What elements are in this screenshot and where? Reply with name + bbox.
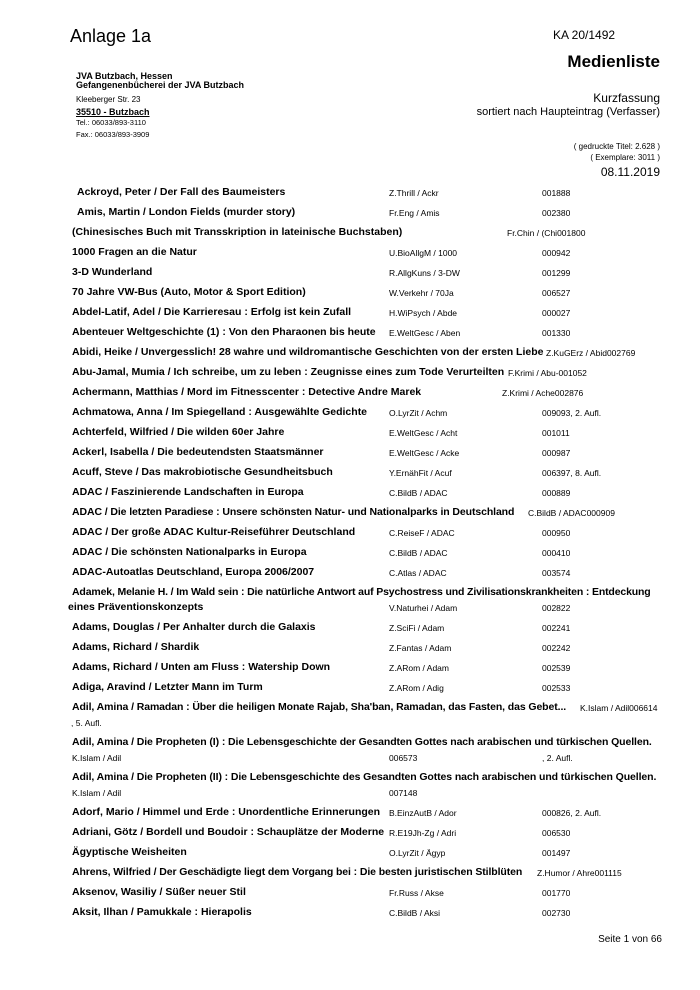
entry-title: Ahrens, Wilfried / Der Geschädigte liegt dem Vorgang bei : Die besten juristischen Stilblüten — [72, 866, 523, 878]
entry-title: ADAC / Die schönsten Nationalparks in Europa — [72, 546, 307, 558]
entry-number: 001770 — [542, 888, 571, 898]
entry-title: Adorf, Mario / Himmel und Erde : Unordentliche Erinnerungen — [72, 806, 381, 818]
entry-number: 001330 — [542, 328, 571, 338]
entry-number: 006527 — [542, 288, 571, 298]
entry-signature: Z.Humor / Ahre001115 — [537, 868, 622, 878]
entry-title: Adams, Richard / Shardik — [72, 641, 200, 653]
entry-signature: Z.ARom / Adam — [389, 663, 449, 673]
entry-number: 002533 — [542, 683, 571, 693]
page-number: Seite 1 von 66 — [598, 934, 662, 945]
entry-signature: Z.Fantas / Adam — [389, 643, 452, 653]
entry-number: 001888 — [542, 188, 571, 198]
library-phone: Tel.: 06033/893-3110 — [76, 118, 146, 127]
entry-edition: , 5. Aufl. — [71, 718, 102, 728]
entry-signature: E.WeltGesc / Acht — [389, 428, 458, 438]
entry-signature: C.Atlas / ADAC — [389, 568, 447, 578]
entry-signature: C.BildB / ADAC — [389, 548, 448, 558]
entry-title: Adams, Douglas / Per Anhalter durch die Galaxis — [72, 621, 316, 633]
entry-title: Adams, Richard / Unten am Fluss : Watership Down — [72, 661, 331, 673]
entry-signature: V.Naturhei / Adam — [389, 603, 458, 613]
entry-signature: Z.Krimi / Ache002876 — [502, 388, 584, 398]
entry-title: ADAC / Die letzten Paradiese : Unsere schönsten Natur- und Nationalparks in Deutschland — [72, 506, 515, 518]
entry-title: Achmatowa, Anna / Im Spiegelland : Ausgewählte Gedichte — [72, 406, 368, 418]
entry-title: Adamek, Melanie H. / Im Wald sein : Die natürliche Antwort auf Psychostress und Zivilisationskrankheiten : Entdeckung — [72, 586, 651, 598]
entry-title: Adil, Amina / Ramadan : Über die heiligen Monate Rajab, Sha'ban, Ramadan, das Fasten, das Gebet... — [72, 701, 567, 713]
entry-number: 000027 — [542, 308, 571, 318]
entry-signature: Fr.Eng / Amis — [389, 208, 440, 218]
entry-title: Adil, Amina / Die Propheten (I) : Die Lebensgeschichte der Gesandten Gottes nach arabischen und türkischen Quellen. — [72, 736, 652, 748]
entry-number: 001497 — [542, 848, 571, 858]
entry-number: 007148 — [389, 788, 418, 798]
entry-signature: R.E19Jh-Zg / Adri — [389, 828, 457, 838]
library-fax: Fax.: 06033/893-3909 — [76, 130, 150, 139]
entry-number: 000942 — [542, 248, 571, 258]
entry-number: 006530 — [542, 828, 571, 838]
entry-signature: Z.ARom / Adig — [389, 683, 444, 693]
entry-signature: Fr.Chin / (Chi001800 — [507, 228, 586, 238]
entry-signature: B.EinzAutB / Ador — [389, 808, 457, 818]
entry-signature: R.AllgKuns / 3-DW — [389, 268, 460, 278]
entry-title: Acuff, Steve / Das makrobiotische Gesundheitsbuch — [72, 466, 333, 478]
entry-signature: C.ReiseF / ADAC — [389, 528, 455, 538]
entry-signature: E.WeltGesc / Aben — [389, 328, 461, 338]
entry-title: ADAC-Autoatlas Deutschland, Europa 2006/2007 — [72, 566, 315, 578]
entry-signature: W.Verkehr / 70Ja — [389, 288, 454, 298]
entry-signature: K.Islam / Adil — [72, 788, 122, 798]
report-date: 08.11.2019 — [600, 165, 660, 179]
entry-signature: O.LyrZit / Ägyp — [389, 848, 446, 858]
entry-title: Aksit, Ilhan / Pamukkale : Hierapolis — [72, 906, 252, 918]
entry-title: Adil, Amina / Die Propheten (II) : Die Lebensgeschichte des Gesandten Gottes nach arabischen und türkischen Quellen. — [72, 771, 657, 783]
entry-signature: C.BildB / ADAC000909 — [528, 508, 615, 518]
entry-title: ADAC / Der große ADAC Kultur-Reiseführer Deutschland — [72, 526, 356, 538]
entry-signature: Z.KuGErz / Abid002769 — [546, 348, 636, 358]
entry-title: (Chinesisches Buch mit Transskription in lateinische Buchstaben) — [72, 226, 403, 238]
entry-number: 002241 — [542, 623, 571, 633]
entry-title: 3-D Wunderland — [72, 266, 153, 278]
entry-signature: F.Krimi / Abu-001052 — [508, 368, 587, 378]
entry-title: Amis, Martin / London Fields (murder story) — [77, 206, 296, 218]
entry-title: Ackerl, Isabella / Die bedeutendsten Staatsmänner — [72, 446, 324, 458]
entry-number: 000410 — [542, 548, 571, 558]
document-reference: KA 20/1492 — [553, 28, 616, 42]
entry-number: 000889 — [542, 488, 571, 498]
entry-title: Abu-Jamal, Mumia / Ich schreibe, um zu leben : Zeugnisse eines zum Tode Verurteilten — [72, 366, 505, 378]
sort-order: sortiert nach Haupteintrag (Verfasser) — [476, 106, 660, 118]
entry-title: Ackroyd, Peter / Der Fall des Baumeisters — [77, 186, 286, 198]
entry-title: Abdel-Latif, Adel / Die Karrieresau : Erfolg ist kein Zufall — [72, 306, 352, 318]
entry-signature: Z.SciFi / Adam — [389, 623, 445, 633]
entry-signature: C.BildB / Aksi — [389, 908, 441, 918]
entry-number: 002730 — [542, 908, 571, 918]
library-name: JVA Butzbach, Hessen — [76, 71, 173, 81]
entry-title: 70 Jahre VW-Bus (Auto, Motor & Sport Edition) — [72, 286, 306, 298]
entry-number: 000826, 2. Aufl. — [542, 808, 602, 818]
report-type: Kurzfassung — [593, 91, 660, 105]
entry-title: Adiga, Aravind / Letzter Mann im Turm — [72, 681, 263, 693]
library-street: Kleeberger Str. 23 — [76, 95, 141, 104]
entry-signature: U.BioAllgM / 1000 — [389, 248, 458, 258]
entry-title: Aksenov, Wasiliy / Süßer neuer Stil — [72, 886, 246, 898]
entry-number: 002822 — [542, 603, 571, 613]
entry-number: 002539 — [542, 663, 571, 673]
copies-count: ( Exemplare: 3011 ) — [590, 153, 660, 162]
entry-number: 006397, 8. Aufl. — [542, 468, 602, 478]
entry-title-continued: eines Präventionskonzepts — [68, 601, 204, 613]
entry-title: Achermann, Matthias / Mord im Fitnesscenter : Detective Andre Marek — [72, 386, 422, 398]
entry-signature: Y.ErnähFit / Acuf — [389, 468, 452, 478]
entry-signature: Fr.Russ / Akse — [389, 888, 444, 898]
library-city: 35510 - Butzbach — [76, 107, 150, 117]
entry-signature: Z.Thrill / Ackr — [389, 188, 439, 198]
entry-number: 001299 — [542, 268, 571, 278]
entry-number: 000950 — [542, 528, 571, 538]
entry-title: 1000 Fragen an die Natur — [72, 246, 197, 258]
entry-signature: K.Islam / Adil — [72, 753, 122, 763]
entry-title: ADAC / Faszinierende Landschaften in Europa — [72, 486, 304, 498]
entry-title: Achterfeld, Wilfried / Die wilden 60er Jahre — [72, 426, 285, 438]
entry-number: 009093, 2. Aufl. — [542, 408, 602, 418]
entry-signature: E.WeltGesc / Acke — [389, 448, 460, 458]
entry-title: Ägyptische Weisheiten — [72, 846, 187, 858]
annex-label: Anlage 1a — [70, 26, 152, 46]
entry-edition: , 2. Aufl. — [542, 753, 573, 763]
entry-signature: H.WiPsych / Abde — [389, 308, 458, 318]
printed-titles-count: ( gedruckte Titel: 2.628 ) — [573, 142, 660, 151]
entry-title: Abidi, Heike / Unvergesslich! 28 wahre und wildromantische Geschichten von der ersten Liebe — [72, 346, 544, 358]
entry-title: Abenteuer Weltgeschichte (1) : Von den Pharaonen bis heute — [72, 326, 376, 338]
page-title: Medienliste — [567, 52, 660, 71]
entry-number: 006573 — [389, 753, 418, 763]
entry-number: 001011 — [542, 428, 570, 438]
entry-signature: K.Islam / Adil006614 — [580, 703, 658, 713]
entry-signature: C.BildB / ADAC — [389, 488, 448, 498]
entry-title: Adriani, Götz / Bordell und Boudoir : Schauplätze der Moderne — [72, 826, 385, 838]
entry-number: 003574 — [542, 568, 571, 578]
entry-number: 002242 — [542, 643, 571, 653]
library-subtitle: Gefangenenbücherei der JVA Butzbach — [76, 80, 245, 90]
entry-signature: O.LyrZit / Achm — [389, 408, 448, 418]
entry-number: 000987 — [542, 448, 571, 458]
entry-number: 002380 — [542, 208, 571, 218]
